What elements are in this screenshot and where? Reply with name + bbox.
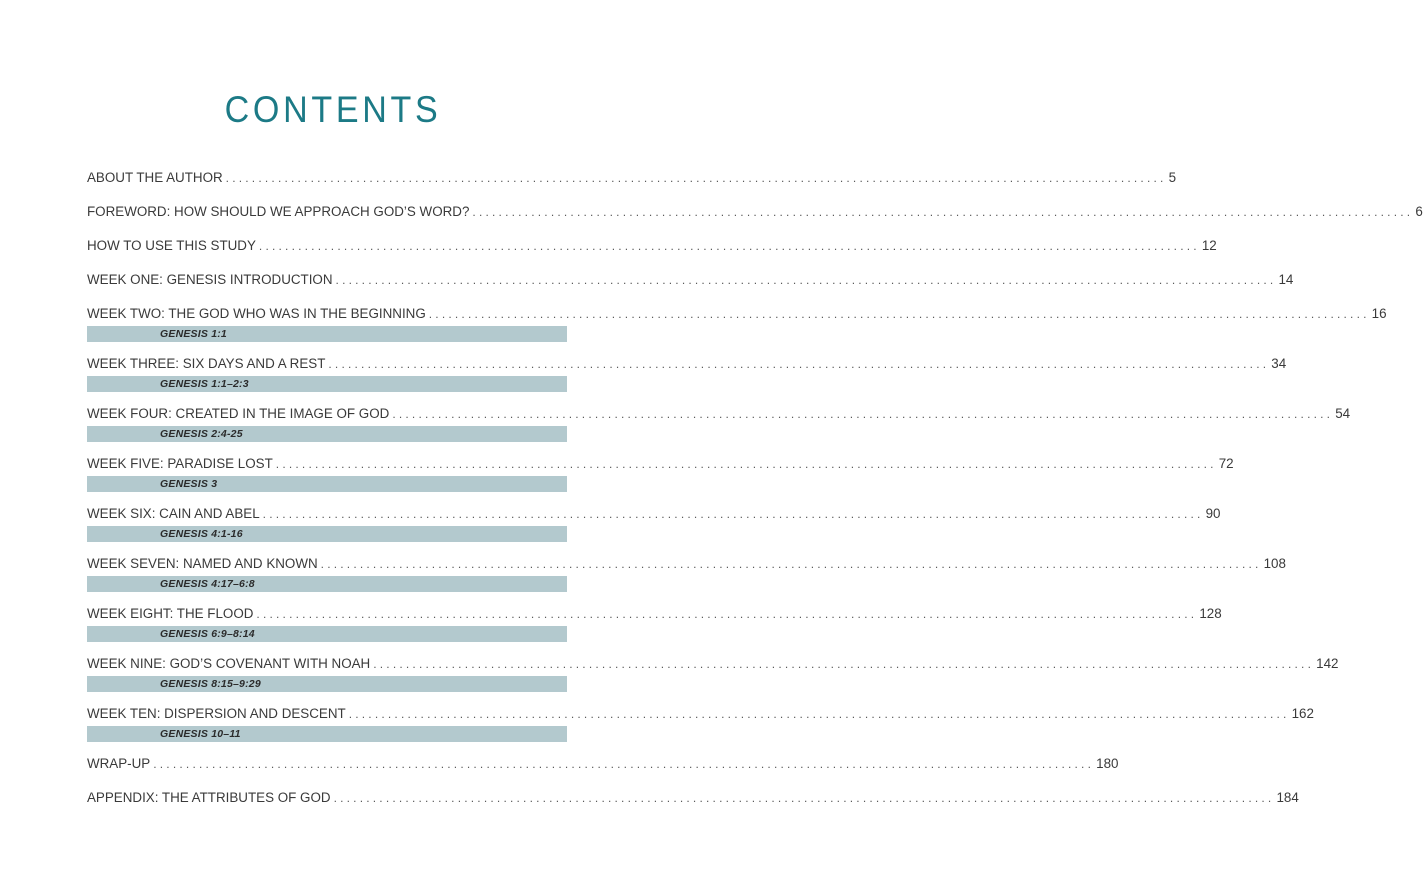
entry-page-number: 184 bbox=[1276, 790, 1299, 805]
scripture-reference-bar bbox=[87, 476, 567, 492]
entry-page-number: 14 bbox=[1278, 272, 1294, 287]
scripture-reference-bar bbox=[87, 326, 567, 342]
toc-entry[interactable] bbox=[87, 455, 1234, 492]
toc-entry[interactable] bbox=[87, 355, 1287, 392]
dot-leader: ................................................................................................................................................ bbox=[373, 657, 1315, 671]
toc-entry[interactable] bbox=[87, 237, 1217, 255]
dot-leader: ................................................................................................................................................ bbox=[328, 357, 1270, 371]
toc-entry[interactable] bbox=[87, 305, 1387, 342]
scripture-reference-bar bbox=[87, 426, 567, 442]
entry-page-number: 90 bbox=[1205, 506, 1221, 521]
dot-leader: ................................................................................................................................................ bbox=[348, 707, 1290, 721]
dot-leader: ................................................................................................................................................ bbox=[256, 607, 1198, 621]
entry-label: WEEK TEN: DISPERSION AND DESCENT bbox=[87, 706, 346, 721]
entry-label: WEEK SIX: CAIN AND ABEL bbox=[87, 506, 260, 521]
toc-entry[interactable] bbox=[87, 655, 1339, 692]
toc-entry[interactable] bbox=[87, 271, 1294, 289]
entry-label: APPENDIX: THE ATTRIBUTES OF GOD bbox=[87, 790, 331, 805]
scripture-reference-bar bbox=[87, 726, 567, 742]
dot-leader: ................................................................................................................................................ bbox=[335, 273, 1277, 287]
entry-page-number: 108 bbox=[1263, 556, 1286, 571]
scripture-reference: GENESIS 8:15–9:29 bbox=[160, 678, 261, 690]
entry-page-number: 6 bbox=[1415, 204, 1423, 219]
toc-entry[interactable] bbox=[87, 169, 1177, 187]
scripture-reference-bar bbox=[87, 376, 567, 392]
toc-entry[interactable] bbox=[87, 505, 1221, 542]
entry-label: WEEK EIGHT: THE FLOOD bbox=[87, 606, 254, 621]
toc-entry[interactable] bbox=[87, 555, 1286, 592]
scripture-reference: GENESIS 4:1-16 bbox=[160, 528, 243, 540]
entry-page-number: 180 bbox=[1096, 756, 1119, 771]
entry-page-number: 72 bbox=[1218, 456, 1234, 471]
scripture-reference-bar bbox=[87, 676, 567, 692]
dot-leader: ................................................................................................................................................ bbox=[392, 407, 1334, 421]
entry-label: WEEK SEVEN: NAMED AND KNOWN bbox=[87, 556, 318, 571]
scripture-reference: GENESIS 6:9–8:14 bbox=[160, 628, 255, 640]
dot-leader: ................................................................................................................................................ bbox=[258, 239, 1200, 253]
entry-label: WEEK FIVE: PARADISE LOST bbox=[87, 456, 273, 471]
entry-label: WEEK ONE: GENESIS INTRODUCTION bbox=[87, 272, 333, 287]
scripture-reference: GENESIS 1:1 bbox=[160, 328, 227, 340]
entry-page-number: 16 bbox=[1371, 306, 1387, 321]
entry-label: WEEK THREE: SIX DAYS AND A REST bbox=[87, 356, 326, 371]
scripture-reference: GENESIS 10–11 bbox=[160, 728, 241, 740]
scripture-reference: GENESIS 3 bbox=[160, 478, 218, 490]
scripture-reference: GENESIS 4:17–6:8 bbox=[160, 578, 255, 590]
scripture-reference: GENESIS 1:1–2:3 bbox=[160, 378, 249, 390]
scripture-reference: GENESIS 2:4-25 bbox=[160, 428, 243, 440]
entry-page-number: 128 bbox=[1199, 606, 1222, 621]
scripture-reference-bar bbox=[87, 576, 567, 592]
toc-entry[interactable] bbox=[87, 789, 1299, 807]
entry-page-number: 34 bbox=[1271, 356, 1287, 371]
toc-entry[interactable] bbox=[87, 405, 1351, 442]
entry-page-number: 162 bbox=[1291, 706, 1314, 721]
entry-page-number: 54 bbox=[1335, 406, 1351, 421]
entry-label: WRAP-UP bbox=[87, 756, 151, 771]
entry-page-number: 142 bbox=[1316, 656, 1339, 671]
entry-label: WEEK FOUR: CREATED IN THE IMAGE OF GOD bbox=[87, 406, 390, 421]
entry-page-number: 5 bbox=[1168, 170, 1177, 185]
entry-label: FOREWORD: HOW SHOULD WE APPROACH GOD’S WORD? bbox=[87, 204, 470, 219]
page-title: CONTENTS bbox=[224, 89, 442, 130]
dot-leader: ................................................................................................................................................ bbox=[333, 791, 1275, 805]
scripture-reference-bar bbox=[87, 626, 567, 642]
entry-page-number: 12 bbox=[1201, 238, 1217, 253]
dot-leader: ................................................................................................................................................ bbox=[225, 171, 1167, 185]
dot-leader: ................................................................................................................................................ bbox=[320, 557, 1262, 571]
toc-entry[interactable] bbox=[87, 705, 1314, 742]
dot-leader: ................................................................................................................................................ bbox=[153, 757, 1095, 771]
toc-entry[interactable] bbox=[87, 203, 1423, 221]
scripture-reference-bar bbox=[87, 526, 567, 542]
dot-leader: ................................................................................................................................................ bbox=[262, 507, 1204, 521]
toc-entry[interactable] bbox=[87, 755, 1119, 773]
entry-label: ABOUT THE AUTHOR bbox=[87, 170, 223, 185]
toc-entry[interactable] bbox=[87, 605, 1222, 642]
entry-label: HOW TO USE THIS STUDY bbox=[87, 238, 256, 253]
entry-label: WEEK TWO: THE GOD WHO WAS IN THE BEGINNING bbox=[87, 306, 426, 321]
dot-leader: ................................................................................................................................................ bbox=[472, 205, 1414, 219]
dot-leader: ................................................................................................................................................ bbox=[275, 457, 1217, 471]
dot-leader: ................................................................................................................................................ bbox=[428, 307, 1370, 321]
entry-label: WEEK NINE: GOD’S COVENANT WITH NOAH bbox=[87, 656, 371, 671]
